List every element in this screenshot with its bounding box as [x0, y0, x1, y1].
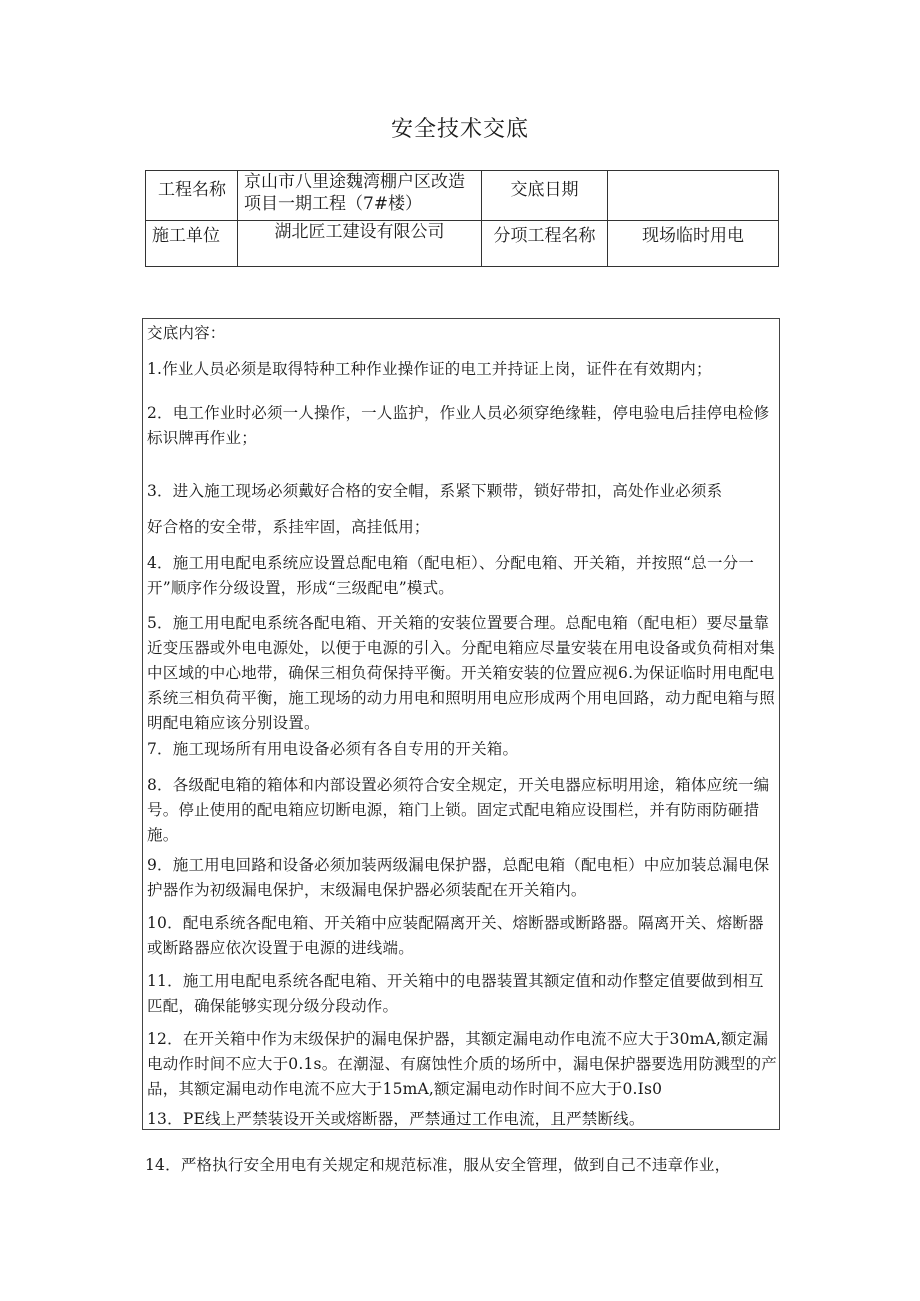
date-value	[608, 171, 779, 221]
content-item: 1.作业人员必须是取得特种工种作业操作证的电工并持证上岗，证件在有效期内；	[147, 360, 712, 378]
content-item: 12．在开关箱中作为末级保护的漏电保护器，其额定漏电动作电流不应大于30mA,额定漏电动作时间不应大于0.1s。在潮湿、有腐蚀性介质的场所中，漏电保护器要选用防溅型的产品，其额定漏电动作电流不应大于15mA,额定漏电动作时间不应大于0.Is0	[147, 1030, 778, 1098]
content-item: 好合格的安全带，系挂牢固，高挂低用；	[147, 518, 430, 536]
content-item: 5．施工用电配电系统各配电箱、开关箱的安装位置要合理。总配电箱（配电柜）要尽量靠近变压器或外电电源处，以便于电源的引入。分配电箱应尽量安装在用电设备或负荷相对集中区域的中心地带，确保三相负荷保持平衡。开关箱安装的位置应视6.为保证临时用电配电系统三相负荷平衡，施工现场的动力用电和照明用电应形成两个用电回路，动力配电箱与照明配电箱应该分别设置。	[147, 614, 776, 732]
sub-project-value: 现场临时用电	[608, 221, 779, 267]
sub-project-label: 分项工程名称	[482, 221, 608, 267]
disclosure-content-box	[142, 318, 780, 1130]
content-item: 2．电工作业时必须一人操作，一人监护，作业人员必须穿绝缘鞋，停电验电后挂停电检修标识牌再作业；	[147, 404, 770, 447]
content-item: 13．PE线上严禁装设开关或熔断器，严禁通过工作电流，且严禁断线。	[147, 1110, 645, 1128]
project-name-value: 京山市八里途魏湾棚户区改造项目一期工程（7#楼）	[238, 171, 482, 221]
construction-unit-label: 施工单位	[146, 221, 238, 267]
content-item: 10．配电系统各配电箱、开关箱中应装配隔离开关、熔断器或断路器。隔离开关、熔断器或断路器应依次设置于电源的进线端。	[147, 914, 764, 957]
content-item: 3．进入施工现场必须戴好合格的安全帽，系紧下颗带，锁好带扣，高处作业必须系	[147, 482, 723, 500]
content-item: 4．施工用电配电系统应设置总配电箱（配电柜）、分配电箱、开关箱，并按照“总一分一开”顺序作分级设置，形成“三级配电”模式。	[147, 554, 755, 597]
info-table	[145, 170, 779, 267]
date-label: 交底日期	[482, 171, 608, 221]
content-item: 8．各级配电箱的箱体和内部设置必须符合安全规定，开关电器应标明用途，箱体应统一编号。停止使用的配电箱应切断电源，箱门上锁。固定式配电箱应设围栏，并有防雨防砸措施。	[147, 776, 770, 844]
project-name-label: 工程名称	[146, 171, 238, 221]
page-title: 安全技术交底	[390, 117, 529, 142]
content-heading: 交底内容：	[147, 324, 226, 342]
content-item-14: 14．严格执行安全用电有关规定和规范标准，服从安全管理，做到自己不违章作业，	[145, 1156, 731, 1174]
content-item: 11．施工用电配电系统各配电箱、开关箱中的电器装置其额定值和动作整定值要做到相互匹配，确保能够实现分级分段动作。	[147, 972, 764, 1015]
construction-unit-value: 湖北匠工建设有限公司	[238, 221, 482, 267]
content-item: 9．施工用电回路和设备必须加装两级漏电保护器，总配电箱（配电柜）中应加装总漏电保护器作为初级漏电保护，末级漏电保护器必须装配在开关箱内。	[147, 856, 770, 899]
content-item: 7．施工现场所有用电设备必须有各自专用的开关箱。	[147, 740, 519, 758]
